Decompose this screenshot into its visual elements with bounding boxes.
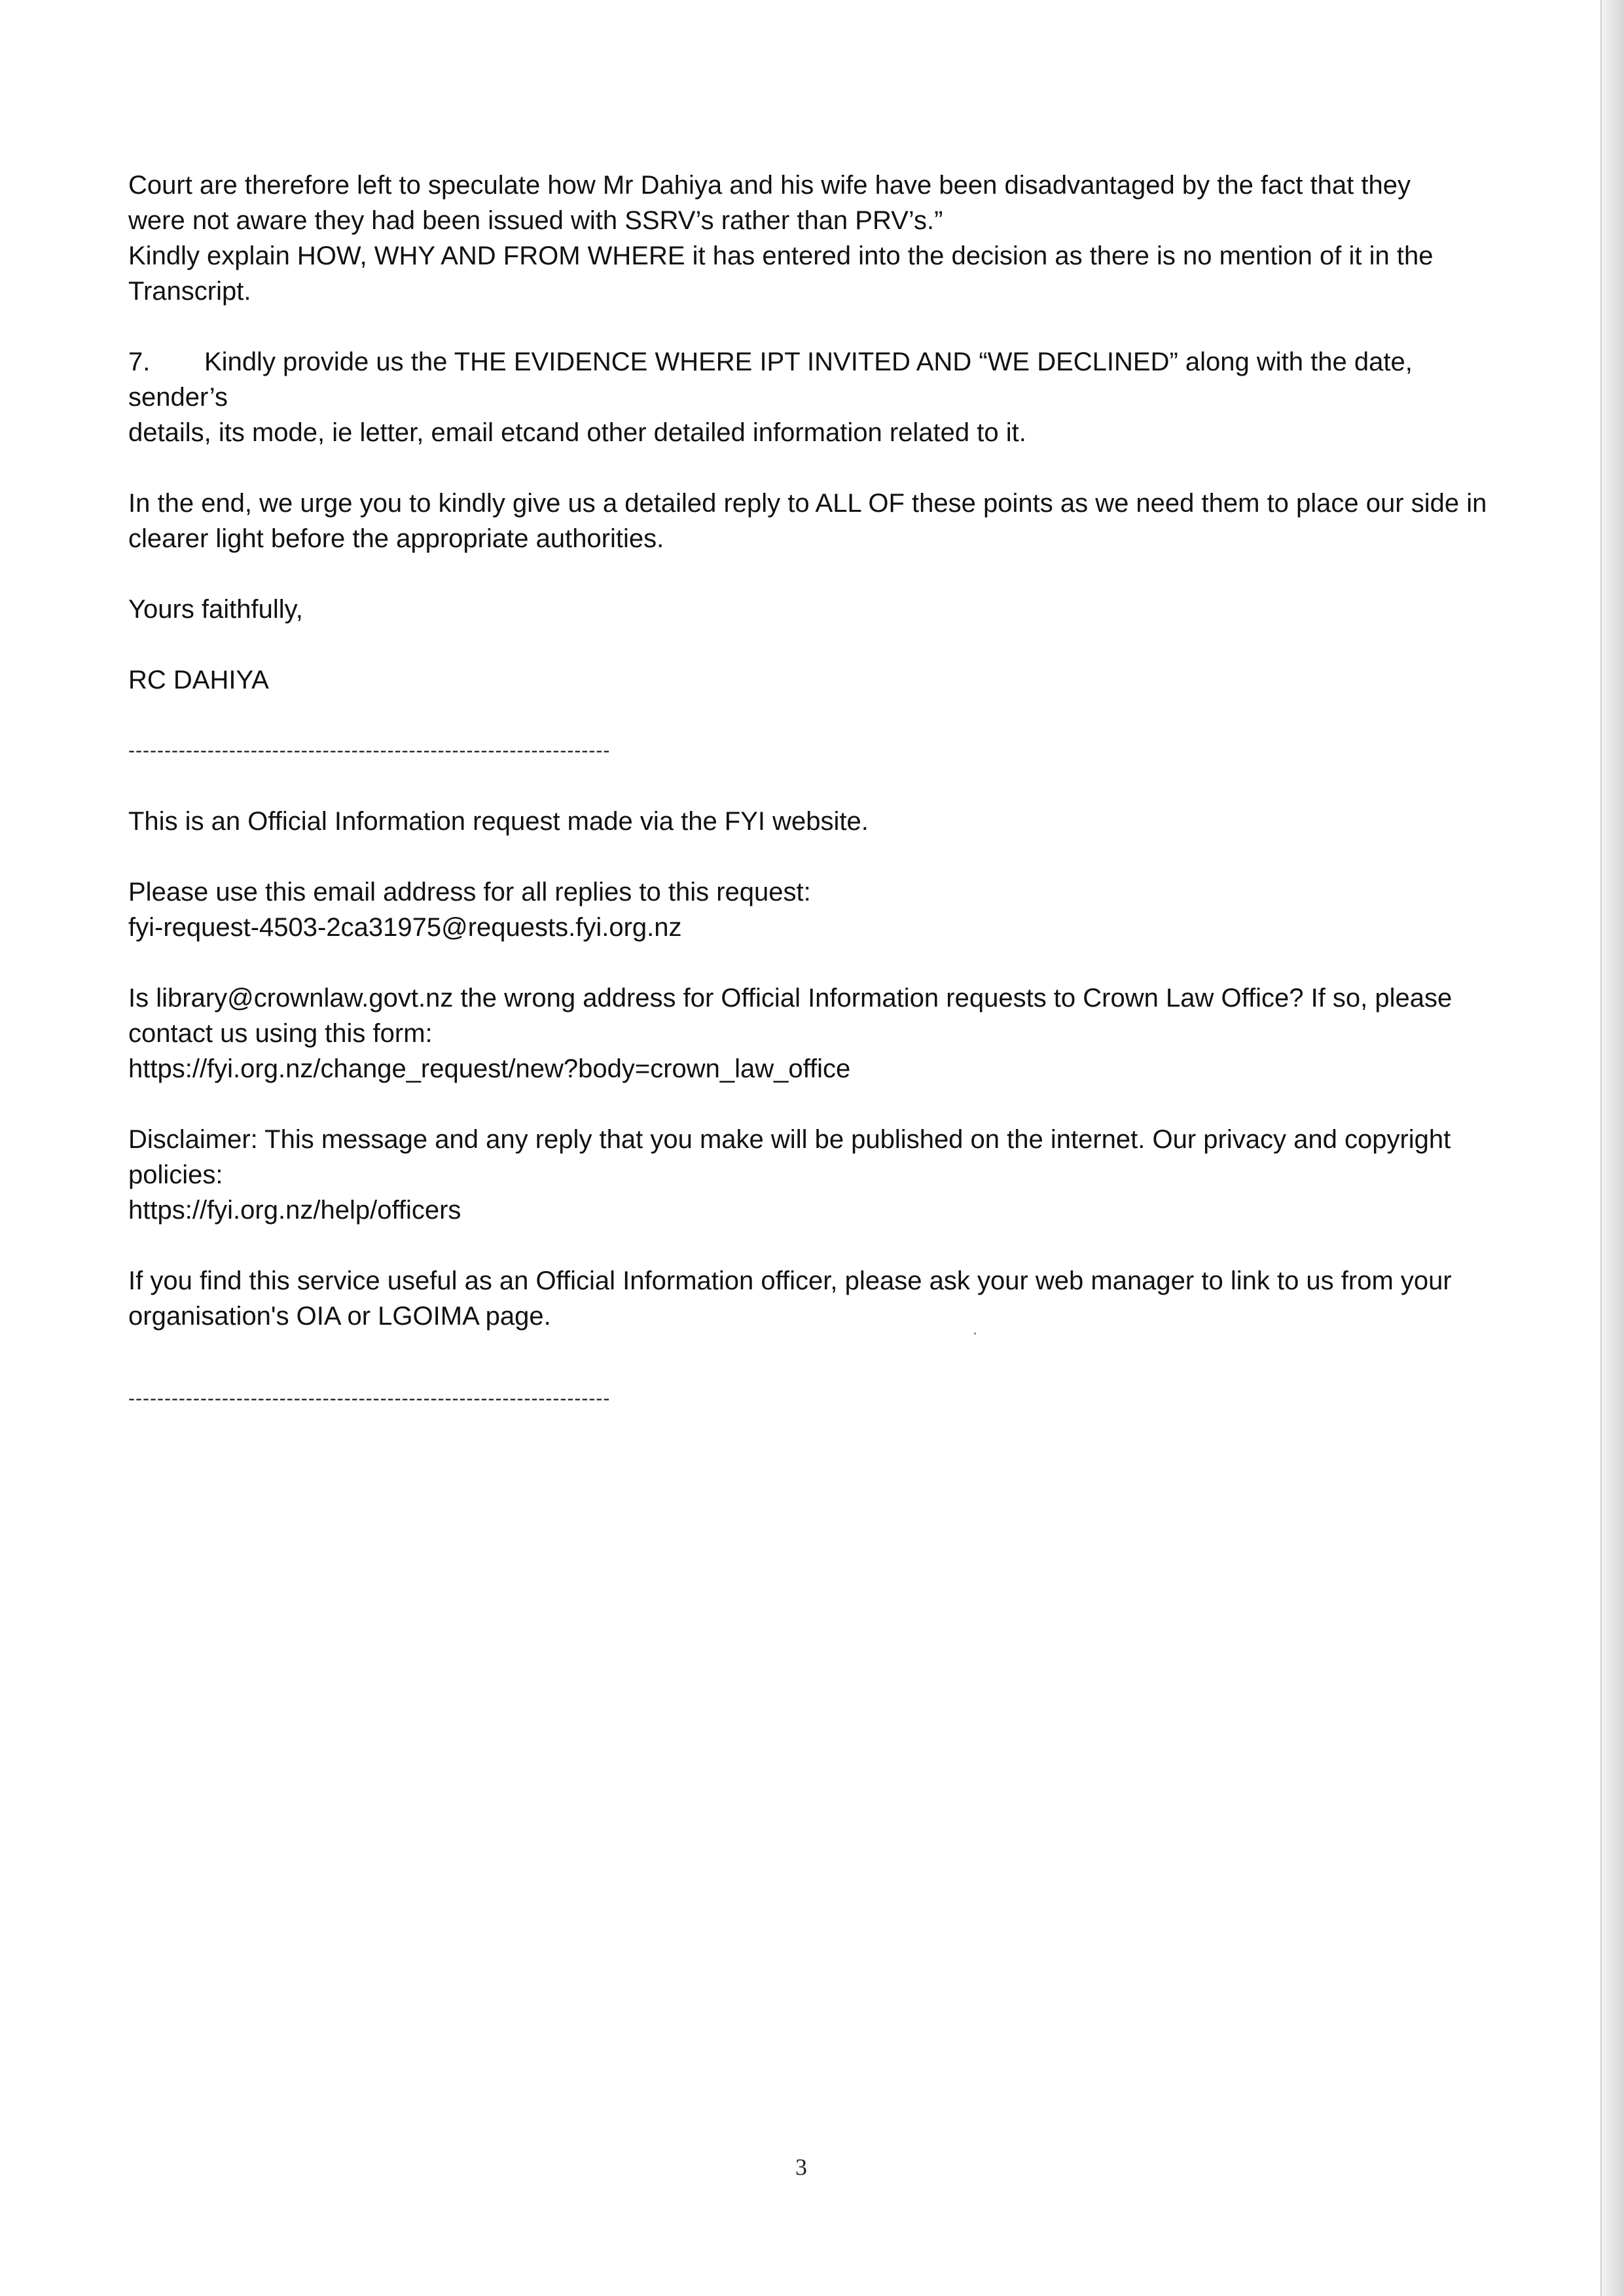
useful-service-paragraph	[128, 1263, 1509, 1334]
sign-off: Yours faithfully,	[128, 595, 303, 624]
text-line: Transcript.	[128, 277, 251, 306]
fyi-intro: This is an Official Information request made via the FYI website.	[128, 807, 869, 836]
text-line: Kindly explain HOW, WHY AND FROM WHERE it has entered into the decision as there is no mention of it in the	[128, 242, 1434, 270]
scan-speck	[974, 1333, 976, 1335]
text-line: were not aware they had been issued with SSRV’s rather than PRV’s.”	[128, 206, 943, 235]
text-line: Is library@crownlaw.govt.nz the wrong address for Official Information requests to Crown Law Office? If so, please	[128, 984, 1453, 1013]
text-line: Please use this email address for all replies to this request:	[128, 878, 811, 906]
closing-paragraph	[128, 486, 1509, 556]
separator-line-bottom: -------------------------------------------------------------------	[128, 1388, 611, 1409]
scanned-page-edge	[1602, 0, 1624, 2296]
wrong-address-paragraph	[128, 980, 1509, 1086]
explain-request-paragraph	[128, 238, 1509, 309]
separator-line: -------------------------------------------------------------------	[128, 740, 611, 761]
reply-email-paragraph	[128, 874, 1509, 945]
reply-email-address[interactable]: fyi-request-4503-2ca31975@requests.fyi.org.nz	[128, 913, 682, 942]
text-line: organisation's OIA or LGOIMA page.	[128, 1302, 551, 1331]
page-number: 3	[795, 2154, 807, 2180]
text-line: Court are therefore left to speculate how Mr Dahiya and his wife have been disadvantaged by the fact that they	[128, 171, 1411, 200]
text-line: Disclaimer: This message and any reply that you make will be published on the internet. Our privacy and copyright	[128, 1125, 1451, 1154]
text-line: If you find this service useful as an Official Information officer, please ask your web manager to link to us from your	[128, 1266, 1452, 1295]
change-request-link[interactable]: https://fyi.org.nz/change_request/new?body=crown_law_office	[128, 1054, 851, 1083]
text-line: details, its mode, ie letter, email etcand other detailed information related to it.	[128, 418, 1026, 447]
disclaimer-paragraph	[128, 1122, 1509, 1228]
quoted-decision-paragraph	[128, 168, 1509, 238]
text-line: clearer light before the appropriate authorities.	[128, 524, 664, 553]
item-7-text: Kindly provide us the THE EVIDENCE WHERE IPT INVITED AND “WE DECLINED” along with the date, sender’s	[128, 348, 1413, 412]
help-officers-link[interactable]: https://fyi.org.nz/help/officers	[128, 1196, 461, 1225]
text-line: policies:	[128, 1160, 223, 1189]
item-7-paragraph	[128, 344, 1509, 450]
text-line: contact us using this form:	[128, 1019, 433, 1048]
signature-name: RC DAHIYA	[128, 666, 269, 694]
text-line	[128, 344, 1509, 415]
letter-body	[128, 168, 1509, 1452]
item-number: 7.	[128, 348, 151, 376]
text-line: In the end, we urge you to kindly give us a detailed reply to ALL OF these points as we need them to place our side in	[128, 489, 1487, 518]
